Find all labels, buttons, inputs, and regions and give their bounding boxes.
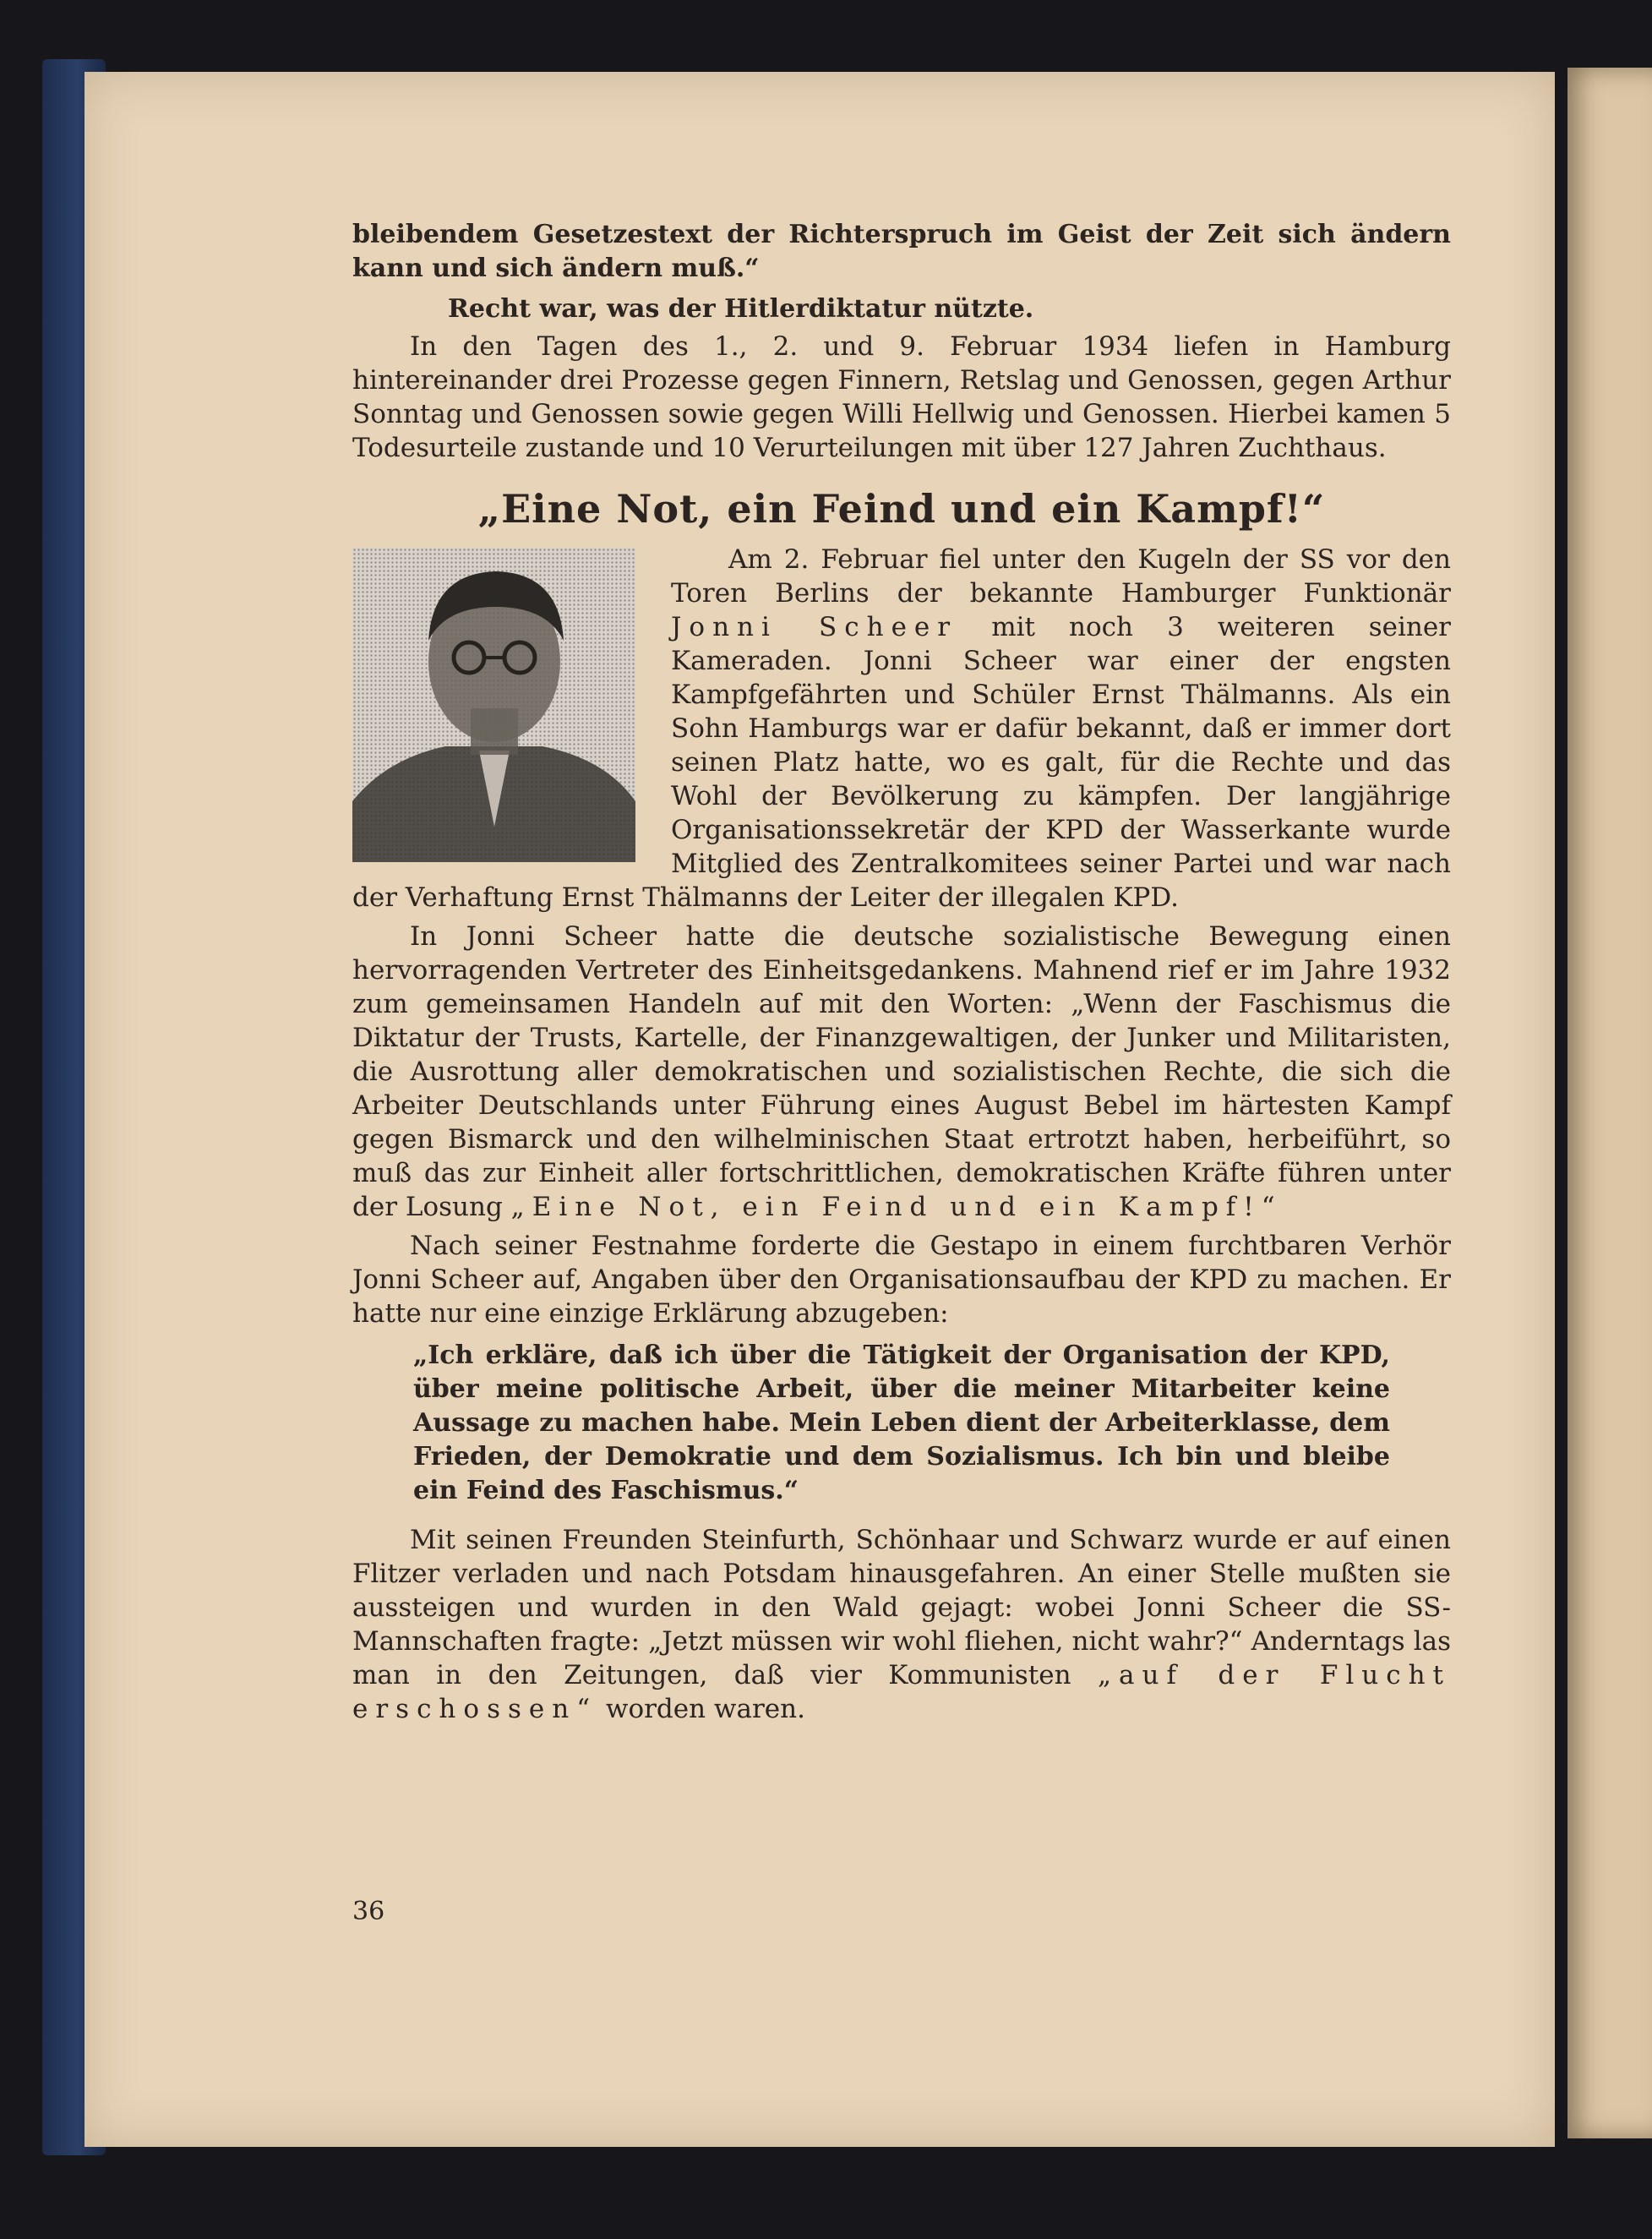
death-ending: worden waren. bbox=[605, 1694, 805, 1724]
portrait-photo bbox=[352, 548, 635, 862]
intro-paragraph: bleibendem Gesetzestext der Richterspruch im Geist der Zeit sich ändern kann und sich ändern muß.“ bbox=[352, 220, 1451, 283]
paragraph-gestapo: Nach seiner Festnahme forderte die Gestapo in einem furchtbaren Verhör Jonni Scheer auf, Angaben über den Organisationsaufbau der KPD zu machen. Er hatte nur eine einzige Erklärung abzugeben: bbox=[352, 1231, 1451, 1329]
section-heading: „Eine Not, ein Feind und ein Kampf!“ bbox=[477, 486, 1326, 532]
paragraph-unity bbox=[352, 920, 1451, 1224]
scheer-name-spaced: Jonni Scheer bbox=[671, 612, 958, 642]
scheer-intro-text: Am 2. Februar fiel unter den Kugeln der SS vor den Toren Berlins der bekannte Hamburger Funktionär bbox=[671, 544, 1451, 609]
portrait-figure bbox=[352, 548, 635, 862]
paragraph-death bbox=[352, 1523, 1451, 1726]
unity-slogan: „Eine Not, ein Feind und ein Kampf!“ bbox=[510, 1192, 1283, 1222]
death-text: Mit seinen Freunden Steinfurth, Schönhaar und Schwarz wurde er auf einen Flitzer verladen und nach Potsdam hinausgefahren. An einer Stelle mußten sie aussteigen und wurden in den Wald gejagt: wobei Jonni Scheer die SS-Mannschaften fragte: „Jetzt müssen wir wohl fliehen, nicht wahr?“ Anderntags las man in den Zeitungen, daß vier Kommunisten bbox=[352, 1525, 1451, 1690]
unity-text: In Jonni Scheer hatte die deutsche sozialistische Bewegung einen hervorragenden Vertreter des Einheitsgedankens. Mahnend rief er im Jahre 1932 zum gemeinsamen Handeln auf mit den Worten: „Wenn der Faschismus die Diktatur der Trusts, Kartelle, der Finanzgewaltigen, der Junker und Militaristen, die Ausrottung aller demokratischen und sozialistischen Rechte, die sich die Arbeiter Deutschlands unter Führung eines August Bebel im härtesten Kampf gegen Bismarck und den wilhelminischen Staat ertrotzt haben, herbeiführt, so muß das zur Einheit aller fortschrittlichen, demokratischen Kräfte führen unter der Losung bbox=[352, 921, 1451, 1222]
page-number: 36 bbox=[352, 1897, 385, 1926]
facing-page-edge bbox=[1567, 68, 1652, 2138]
death-spaced-phrase: „auf der Flucht erschossen“ bbox=[352, 1660, 1451, 1724]
scheer-declaration-quote: „Ich erkläre, daß ich über die Tätigkeit der Organisation der KPD, über meine politische Arbeit, über die meiner Mitarbeiter keine Aussage zu machen habe. Mein Leben dient der Arbeiterklasse, dem Frieden, der Demokratie und dem Sozialismus. Ich bin und bleibe ein Feind des Faschismus.“ bbox=[413, 1341, 1390, 1505]
subheading: Recht war, was der Hitlerdiktatur nützte. bbox=[448, 294, 1034, 324]
scheer-rest-text: mit noch 3 weiteren seiner Kameraden. Jonni Scheer war einer der engsten Kampfgefährten und Schüler Ernst Thälmanns. Als ein Sohn Hamburgs war er dafür bekannt, daß er immer dort seinen Platz hatte, wo es galt, für die Rechte und das Wohl der Bevölkerung zu kämpfen. Der langjährige Organisationssekretär der KPD der Wasserkante wurde Mitglied des Zentralkomitees seiner Partei und war nach der Verhaftung Ernst Thälmanns der Leiter der illegalen KPD. bbox=[352, 612, 1451, 913]
paragraph-trials: In den Tagen des 1., 2. und 9. Februar 1934 liefen in Hamburg hintereinander drei Prozesse gegen Finnern, Retslag und Genossen, gegen Arthur Sonntag und Genossen sowie gegen Willi Hellwig und Genossen. Hierbei kamen 5 Todesurteile zustande und 10 Verurteilungen mit über 127 Jahren Zuchthaus. bbox=[352, 331, 1451, 463]
page-text bbox=[352, 218, 1451, 1731]
